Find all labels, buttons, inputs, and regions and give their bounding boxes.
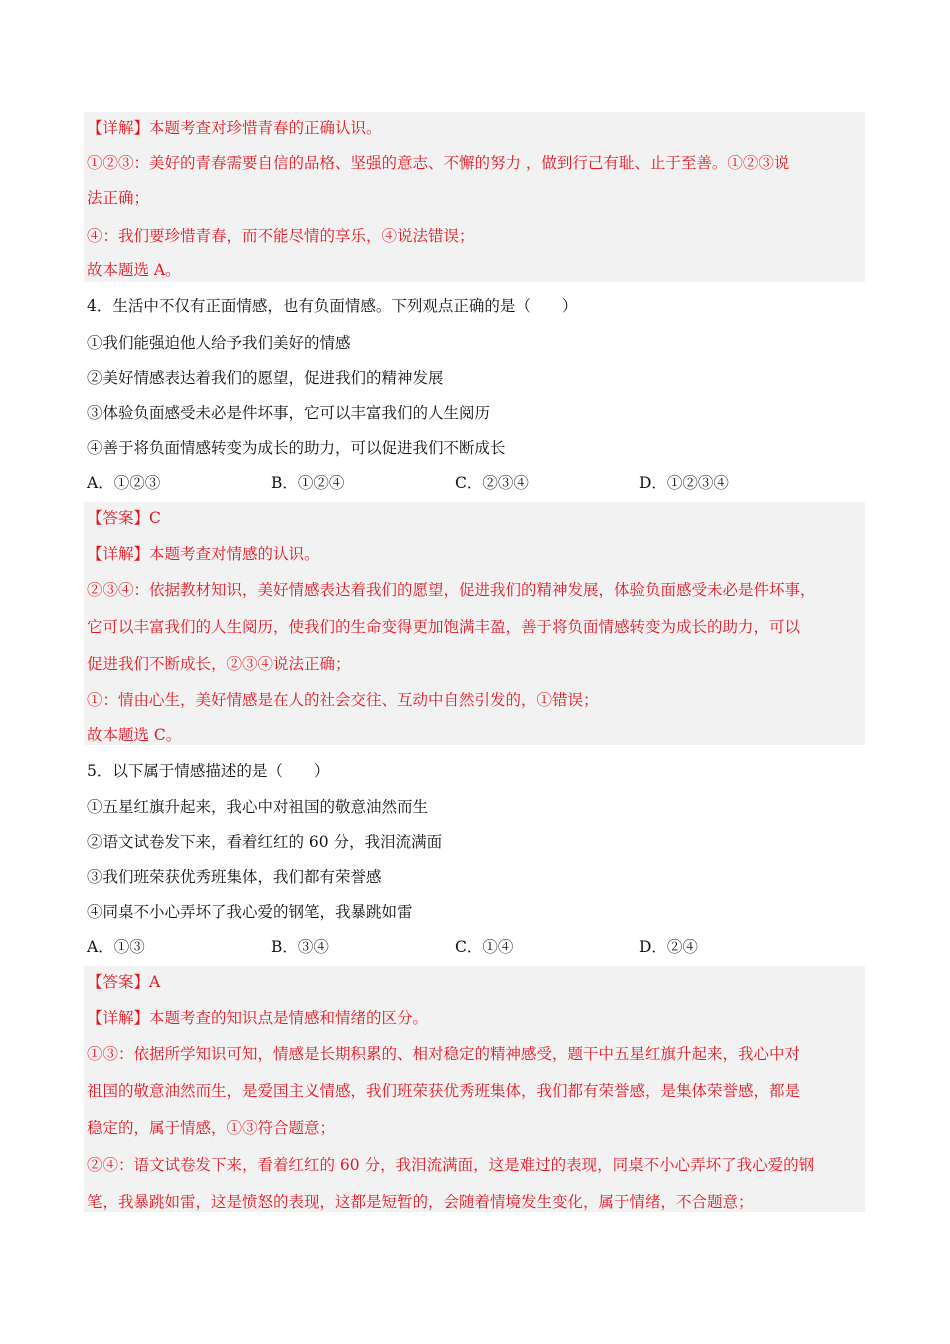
analysis-line: ②④：语文试卷发下来，看着红红的 60 分，我泪流满面，这是难过的表现，同桌不小心弄坏了我心爱的钢 <box>87 1156 815 1174</box>
option-c: C．②③④ <box>455 474 529 492</box>
analysis-line: 【详解】本题考查对珍惜青春的正确认识。 <box>87 119 382 137</box>
question-stem: 5．以下属于情感描述的是（ ） <box>87 762 330 780</box>
statement-item: ③体验负面感受未必是件坏事，它可以丰富我们的人生阅历 <box>87 404 491 422</box>
statement-item: ③我们班荣获优秀班集体，我们都有荣誉感 <box>87 868 382 886</box>
analysis-line: 笔，我暴跳如雷，这是愤怒的表现，这都是短暂的，会随着情境发生变化，属于情绪，不合题意； <box>87 1193 754 1211</box>
statement-item: ④同桌不小心弄坏了我心爱的钢笔，我暴跳如雷 <box>87 903 413 921</box>
statement-item: ②语文试卷发下来，看着红红的 60 分，我泪流满面 <box>87 833 443 851</box>
statement-item: ①我们能强迫他人给予我们美好的情感 <box>87 334 351 352</box>
analysis-line: ①③：依据所学知识可知，情感是长期积累的、相对稳定的精神感受，题干中五星红旗升起来，我心中对 <box>87 1045 801 1063</box>
option-c: C．①④ <box>455 938 514 956</box>
analysis-line: 祖国的敬意油然而生，是爱国主义情感，我们班荣获优秀班集体，我们都有荣誉感，是集体荣誉感，都是 <box>87 1082 801 1100</box>
analysis-line: 故本题选 A。 <box>87 261 181 279</box>
answer-line: 【答案】A <box>87 973 161 991</box>
statement-item: ④善于将负面情感转变为成长的助力，可以促进我们不断成长 <box>87 439 506 457</box>
analysis-line: 【详解】本题考查对情感的认识。 <box>87 545 320 563</box>
question-stem: 4．生活中不仅有正面情感，也有负面情感。下列观点正确的是（ ） <box>87 297 578 315</box>
option-d: D．②④ <box>639 938 698 956</box>
analysis-line: 稳定的，属于情感，①③符合题意； <box>87 1119 336 1137</box>
analysis-line: ①：情由心生，美好情感是在人的社会交往、互动中自然引发的，①错误； <box>87 691 599 709</box>
option-b: B．③④ <box>271 938 329 956</box>
analysis-line: 法正确； <box>87 189 150 207</box>
option-d: D．①②③④ <box>639 474 729 492</box>
statement-item: ①五星红旗升起来，我心中对祖国的敬意油然而生 <box>87 798 429 816</box>
analysis-line: ④：我们要珍惜青春，而不能尽情的享乐，④说法错误； <box>87 227 475 245</box>
analysis-line: 促进我们不断成长，②③④说法正确； <box>87 655 351 673</box>
analysis-line: 【详解】本题考查的知识点是情感和情绪的区分。 <box>87 1009 429 1027</box>
analysis-line: ②③④：依据教材知识，美好情感表达着我们的愿望，促进我们的精神发展，体验负面感受未必是件坏事， <box>87 581 816 599</box>
option-b: B．①②④ <box>271 474 345 492</box>
answer-line: 【答案】C <box>87 509 161 527</box>
analysis-line: ①②③：美好的青春需要自信的品格、坚强的意志、不懈的努力 ，做到行己有耻、止于至善。①②③说 <box>87 154 790 172</box>
option-a: A．①③ <box>87 938 145 956</box>
analysis-line: 故本题选 C。 <box>87 726 182 744</box>
option-a: A．①②③ <box>87 474 161 492</box>
analysis-line: 它可以丰富我们的人生阅历，使我们的生命变得更加饱满丰盈，善于将负面情感转变为成长的助力，可以 <box>87 618 801 636</box>
statement-item: ②美好情感表达着我们的愿望，促进我们的精神发展 <box>87 369 444 387</box>
